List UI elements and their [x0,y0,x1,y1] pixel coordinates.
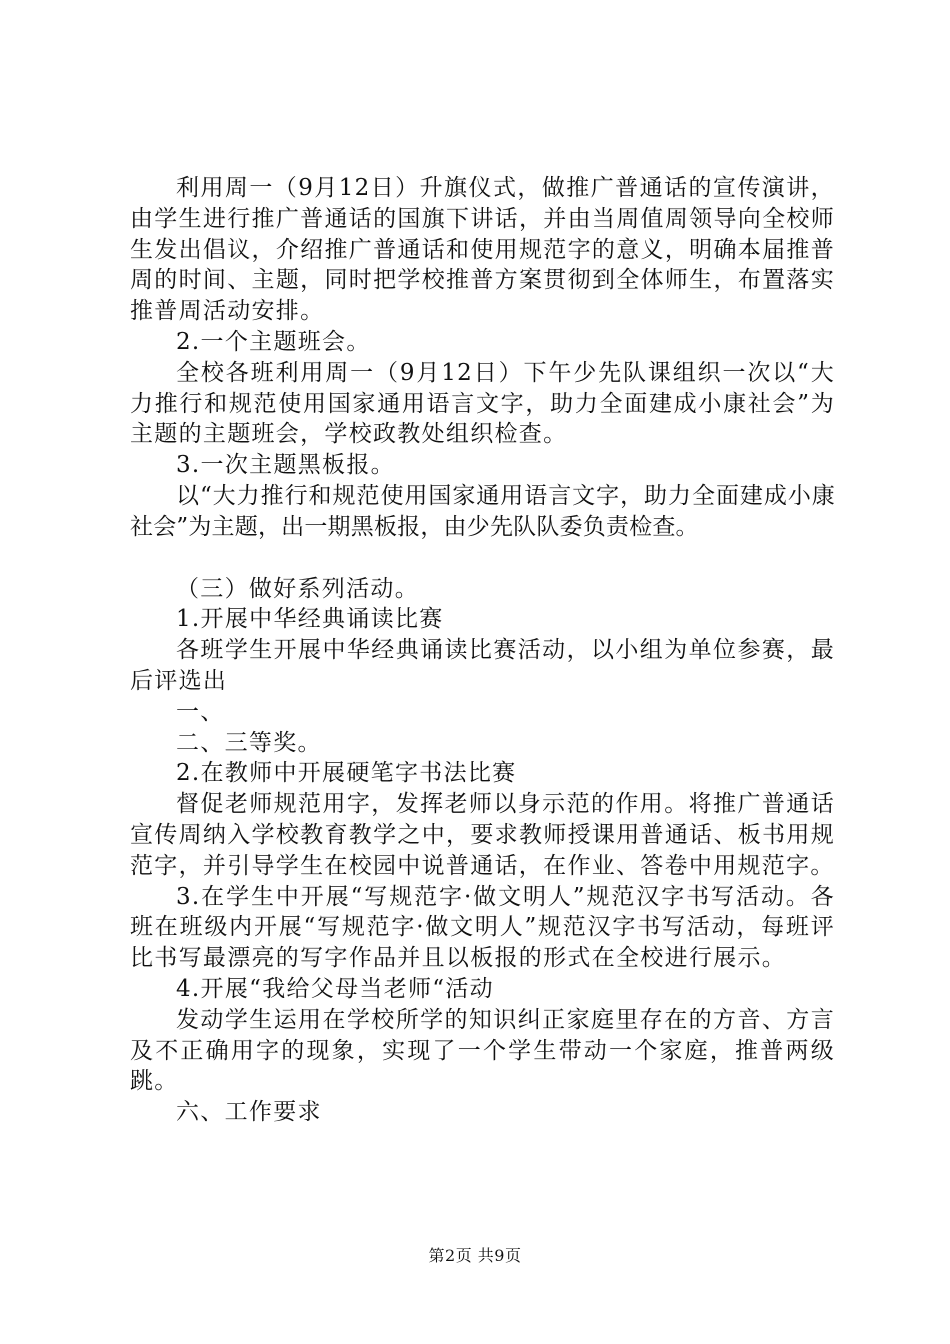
heading-calligraphy-contest: 2.在教师中开展硬笔字书法比赛 [176,760,517,787]
heading-teach-parents: 4.开展“我给父母当老师“活动 [176,975,494,1002]
page-number-footer: 第2页 共9页 [428,1246,522,1265]
paragraph-blackboard-report: 以“大力推行和规范使用国家通用语言文字，助力全面建成小康社会”为主题，出一期黑板报，由少先队队委负责检查。 [130,482,835,540]
section-heading-work-requirements: 六、工作要求 [176,1099,322,1126]
paragraph-teach-parents: 发动学生运用在学校所学的知识纠正家庭里存在的方音、方言及不正确用字的现象，实现了一个学生带动一个家庭，推普两级跳。 [130,1006,835,1095]
paragraph-class-meeting: 全校各班利用周一（9月12日）下午少先队课组织一次以“大力推行和规范使用国家通用语言文字，助力全面建成小康社会”为主题的主题班会，学校政教处组织检查。 [130,359,835,448]
paragraph-student-writing: 3.在学生中开展“写规范字·做文明人”规范汉字书写活动。各班在班级内开展“写规范字·做文明人”规范汉字书写活动，每班评比书写最漂亮的写字作品并且以板报的形式在全校进行展示。 [130,883,835,972]
paragraph-flag-ceremony: 利用周一（9月12日）升旗仪式，做推广普通话的宣传演讲，由学生进行推广普通话的国旗下讲话，并由当周值周领导向全校师生发出倡议，介绍推广普通话和使用规范字的意义，明确本届推普周的时间、主题，同时把学校推普方案贯彻到全体师生，布置落实推普周活动安排。 [130,175,835,325]
paragraph-first-prize: 一、 [176,698,225,725]
heading-theme-class-meeting: 2.一个主题班会。 [176,328,371,355]
heading-classics-reading: 1.开展中华经典诵读比赛 [176,606,444,633]
paragraph-second-third-prize: 二、三等奖。 [176,729,322,756]
document-body [130,173,835,1128]
paragraph-teacher-standards: 督促老师规范用字，发挥老师以身示范的作用。将推广普通话宣传周纳入学校教育教学之中，要求教师授课用普通话、板书用规范字，并引导学生在校园中说普通话，在作业、答卷中用规范字。 [130,791,835,879]
section-heading-series-activities: （三）做好系列活动。 [176,575,419,602]
heading-blackboard-report: 3.一次主题黑板报。 [176,452,395,479]
paragraph-classics-reading: 各班学生开展中华经典诵读比赛活动，以小组为单位参赛，最后评选出 [130,637,835,694]
